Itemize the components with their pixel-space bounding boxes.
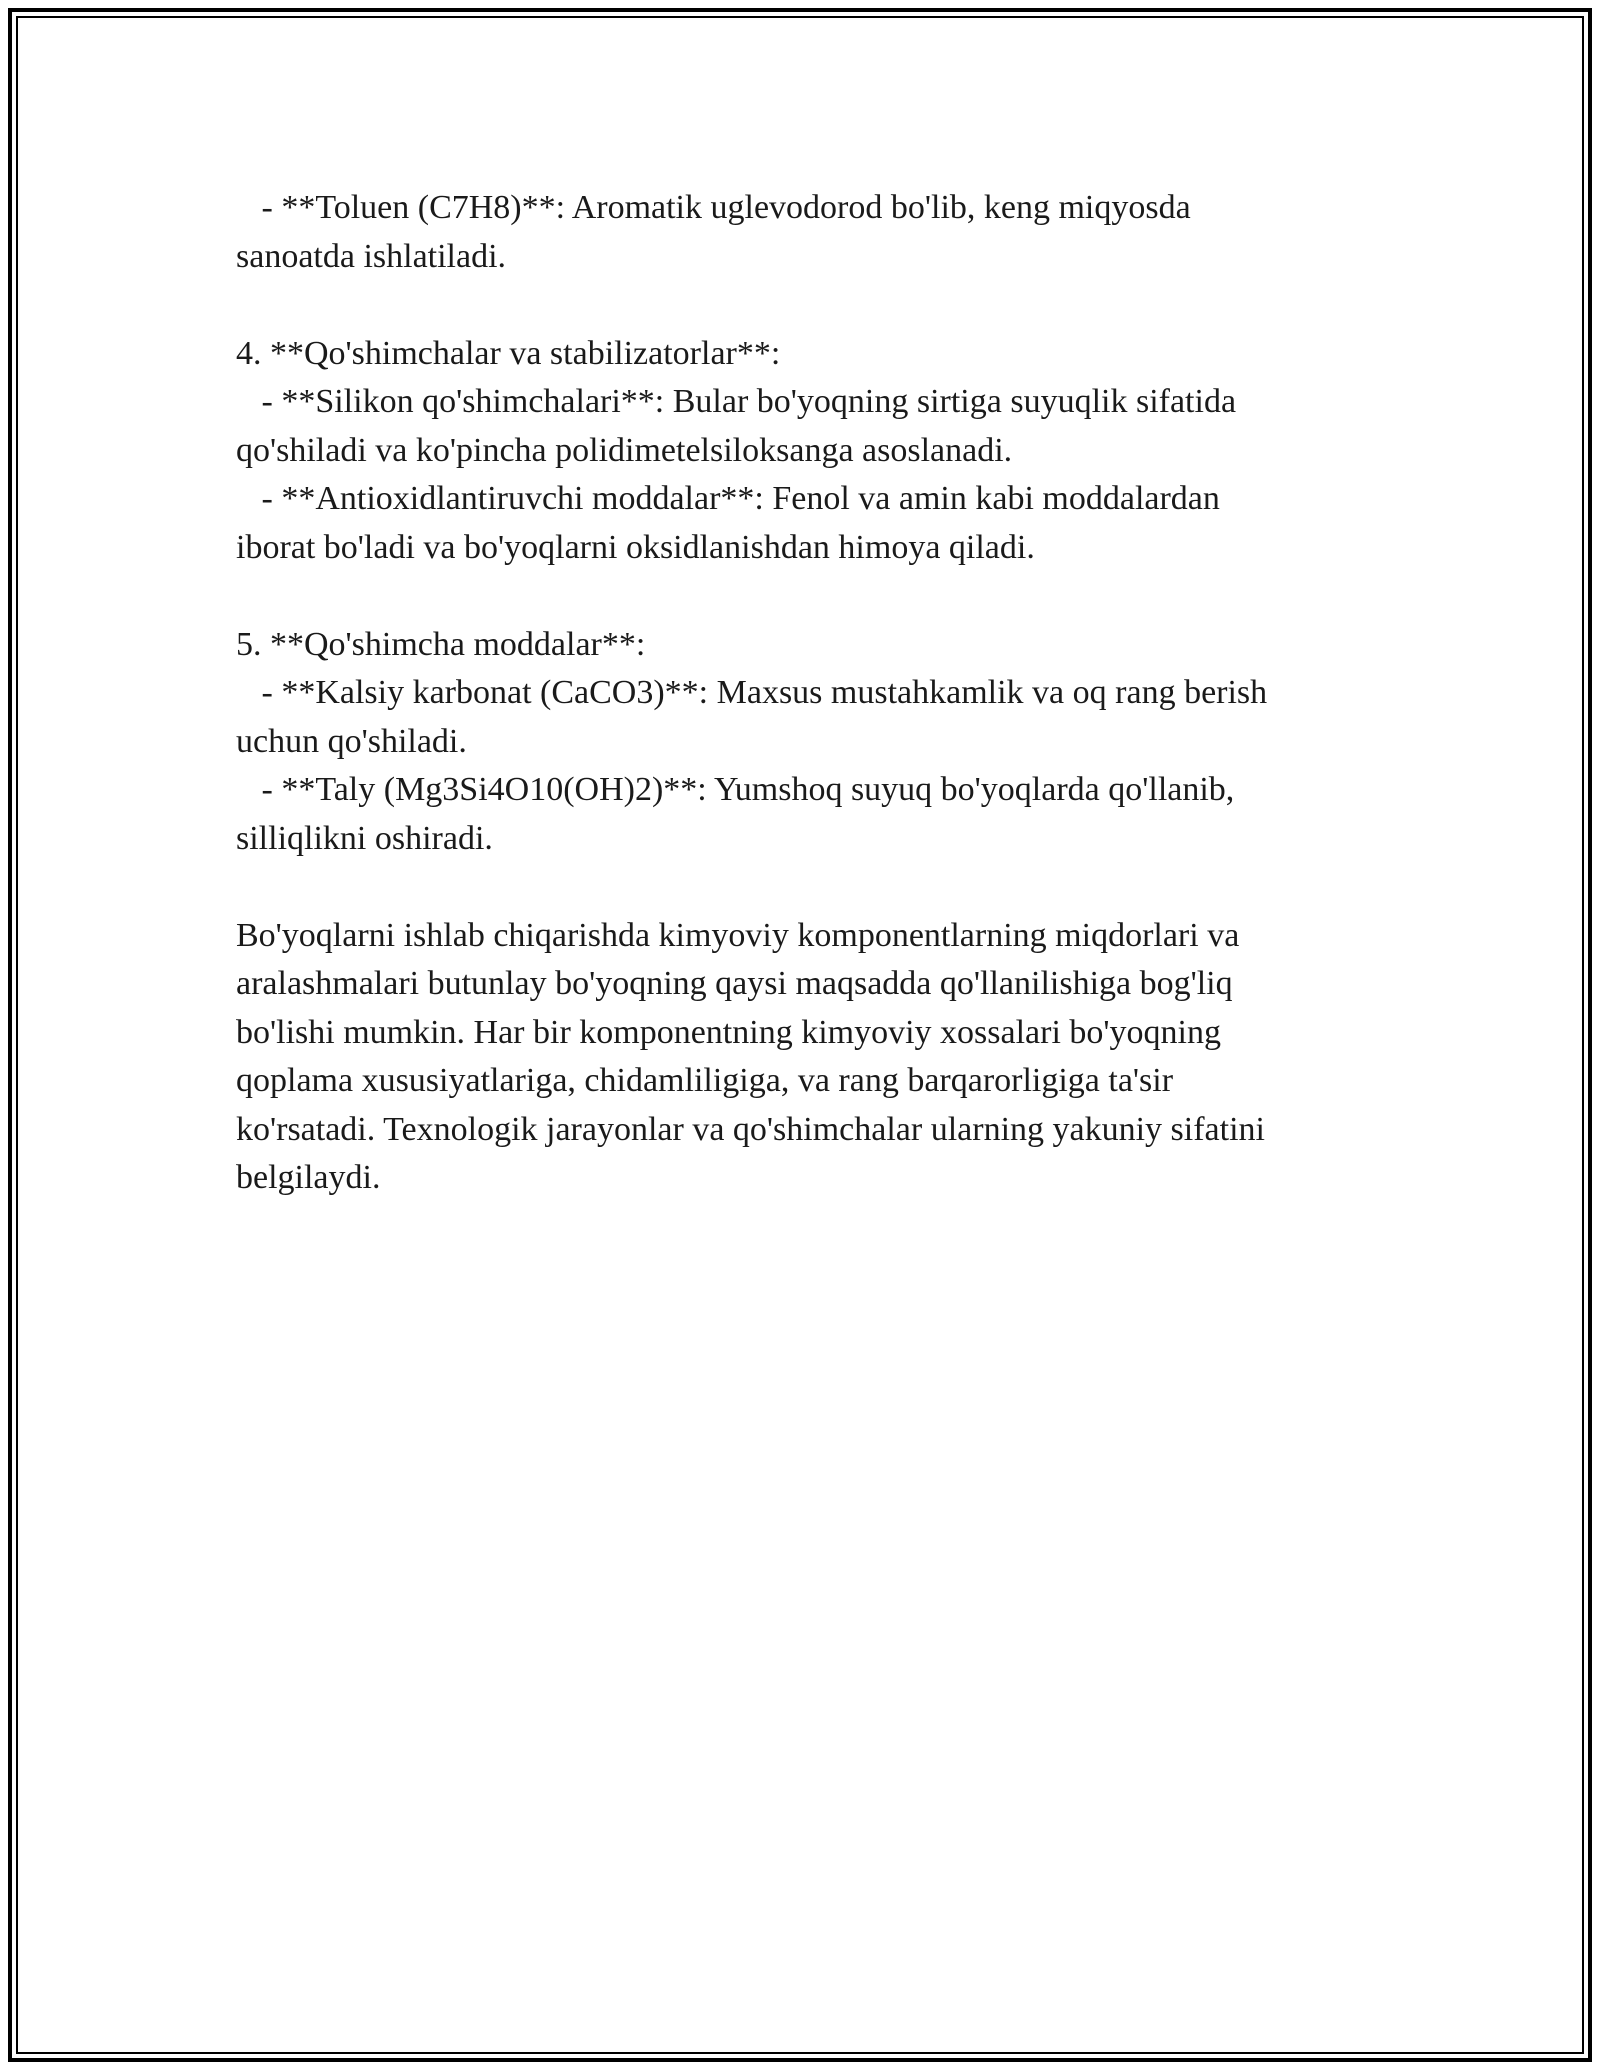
section-heading-5: 5. **Qo'shimcha moddalar**: bbox=[236, 625, 646, 663]
text-line: uchun qo'shiladi. bbox=[236, 722, 467, 760]
text-line: silliqlikni oshiradi. bbox=[236, 819, 493, 857]
text-line: - **Toluen (C7H8)**: Aromatik uglevodorod bo'lib, keng miqyosda bbox=[236, 189, 1191, 226]
text-line: - **Antioxidlantiruvchi moddalar**: Fenol va amin kabi moddalardan bbox=[236, 480, 1220, 517]
section-heading-4: 4. **Qo'shimchalar va stabilizatorlar**: bbox=[236, 334, 781, 372]
text-line: - **Silikon qo'shimchalari**: Bular bo'yoqning sirtiga suyuqlik sifatida bbox=[236, 383, 1237, 420]
text-line: qo'shiladi va ko'pincha polidimetelsiloksanga asoslanadi. bbox=[236, 431, 1013, 469]
paragraph-line: qoplama xususiyatlariga, chidamliligiga, va rang barqarorligiga ta'sir bbox=[236, 1062, 1174, 1099]
paragraph-line: aralashmalari butunlay bo'yoqning qaysi maqsadda qo'llanilishiga bog'liq bbox=[236, 965, 1233, 1002]
paragraph-line: bo'lishi mumkin. Har bir komponentning kimyoviy xossalari bo'yoqning bbox=[236, 1013, 1221, 1051]
blank-line bbox=[236, 863, 1366, 912]
paragraph-line: belgilaydi. bbox=[236, 1159, 381, 1196]
paragraph-line: ko'rsatadi. Texnologik jarayonlar va qo'shimchalar ularning yakuniy sifatini bbox=[236, 1110, 1265, 1148]
text-line: iborat bo'ladi va bo'yoqlarni oksidlanishdan himoya qiladi. bbox=[236, 528, 1035, 566]
text-line: sanoatda ishlatiladi. bbox=[236, 237, 507, 275]
blank-line bbox=[236, 572, 1366, 621]
paragraph-line: Bo'yoqlarni ishlab chiqarishda kimyoviy komponentlarning miqdorlari va bbox=[236, 916, 1240, 954]
document-body bbox=[236, 184, 1366, 1203]
text-line: - **Taly (Mg3Si4O10(OH)2)**: Yumshoq suyuq bo'yoqlarda qo'llanib, bbox=[236, 771, 1235, 808]
blank-line bbox=[236, 281, 1366, 330]
text-line: - **Kalsiy karbonat (CaCO3)**: Maxsus mustahkamlik va oq rang berish bbox=[236, 674, 1268, 711]
